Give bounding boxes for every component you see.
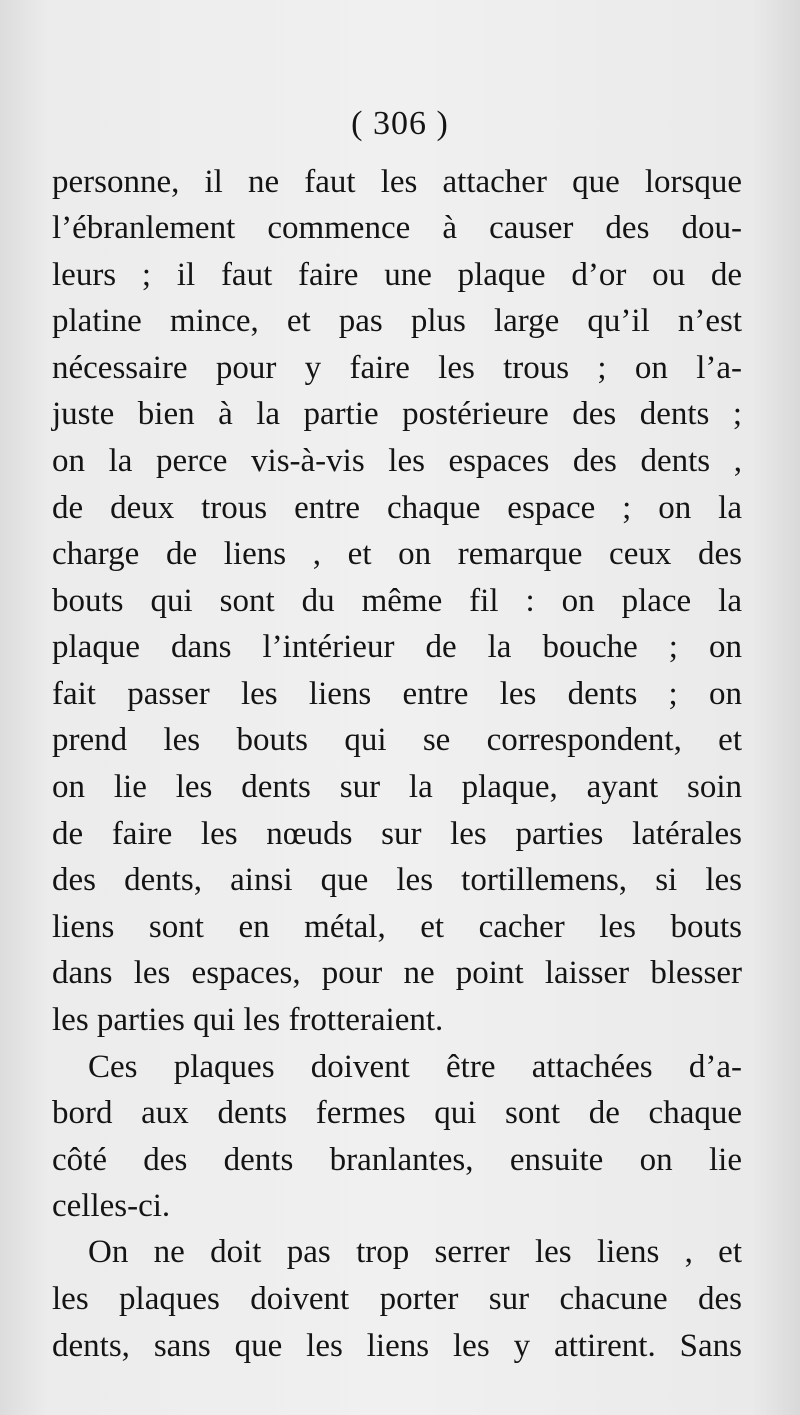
text-line: juste bien à la partie postérieure des dents ; [52,396,742,432]
text-line: nécessaire pour y faire les trous ; on l’a- [52,350,742,386]
text-line: leurs ; il faut faire une plaque d’or ou de [52,257,742,293]
text-line: on la perce vis-à-vis les espaces des dents , [52,443,742,479]
text-line: on lie les dents sur la plaque, ayant soin [52,769,742,805]
text-line: liens sont en métal, et cacher les bouts [52,909,742,945]
text-line: prend les bouts qui se correspondent, et [52,722,742,758]
text-line: fait passer les liens entre les dents ; on [52,676,742,712]
text-line: de faire les nœuds sur les parties latérales [52,816,742,852]
text-line: dents, sans que les liens les y attirent. Sans [52,1328,742,1364]
page-number: ( 306 ) [351,105,449,142]
paragraph-first-line: On ne doit pas trop serrer les liens , et [88,1234,742,1270]
text-line: charge de liens , et on remarque ceux des [52,536,742,572]
text-line: les parties qui les frotteraient. [52,1002,444,1038]
text-line: bord aux dents fermes qui sont de chaque [52,1095,742,1131]
text-line: des dents, ainsi que les tortillemens, si les [52,862,742,898]
text-line: personne, il ne faut les attacher que lorsque [52,164,742,200]
text-line: dans les espaces, pour ne point laisser blesser [52,955,742,991]
text-line: bouts qui sont du même fil : on place la [52,583,742,619]
text-line: de deux trous entre chaque espace ; on la [52,490,742,526]
text-line: les plaques doivent porter sur chacune des [52,1281,742,1317]
text-line: platine mince, et pas plus large qu’il n’est [52,303,742,339]
text-line: côté des dents branlantes, ensuite on lie [52,1142,742,1178]
text-line: celles-ci. [52,1188,171,1224]
text-line: l’ébranlement commence à causer des dou- [52,210,742,246]
text-line: plaque dans l’intérieur de la bouche ; on [52,629,742,665]
paragraph-first-line: Ces plaques doivent être attachées d’a- [88,1049,742,1085]
